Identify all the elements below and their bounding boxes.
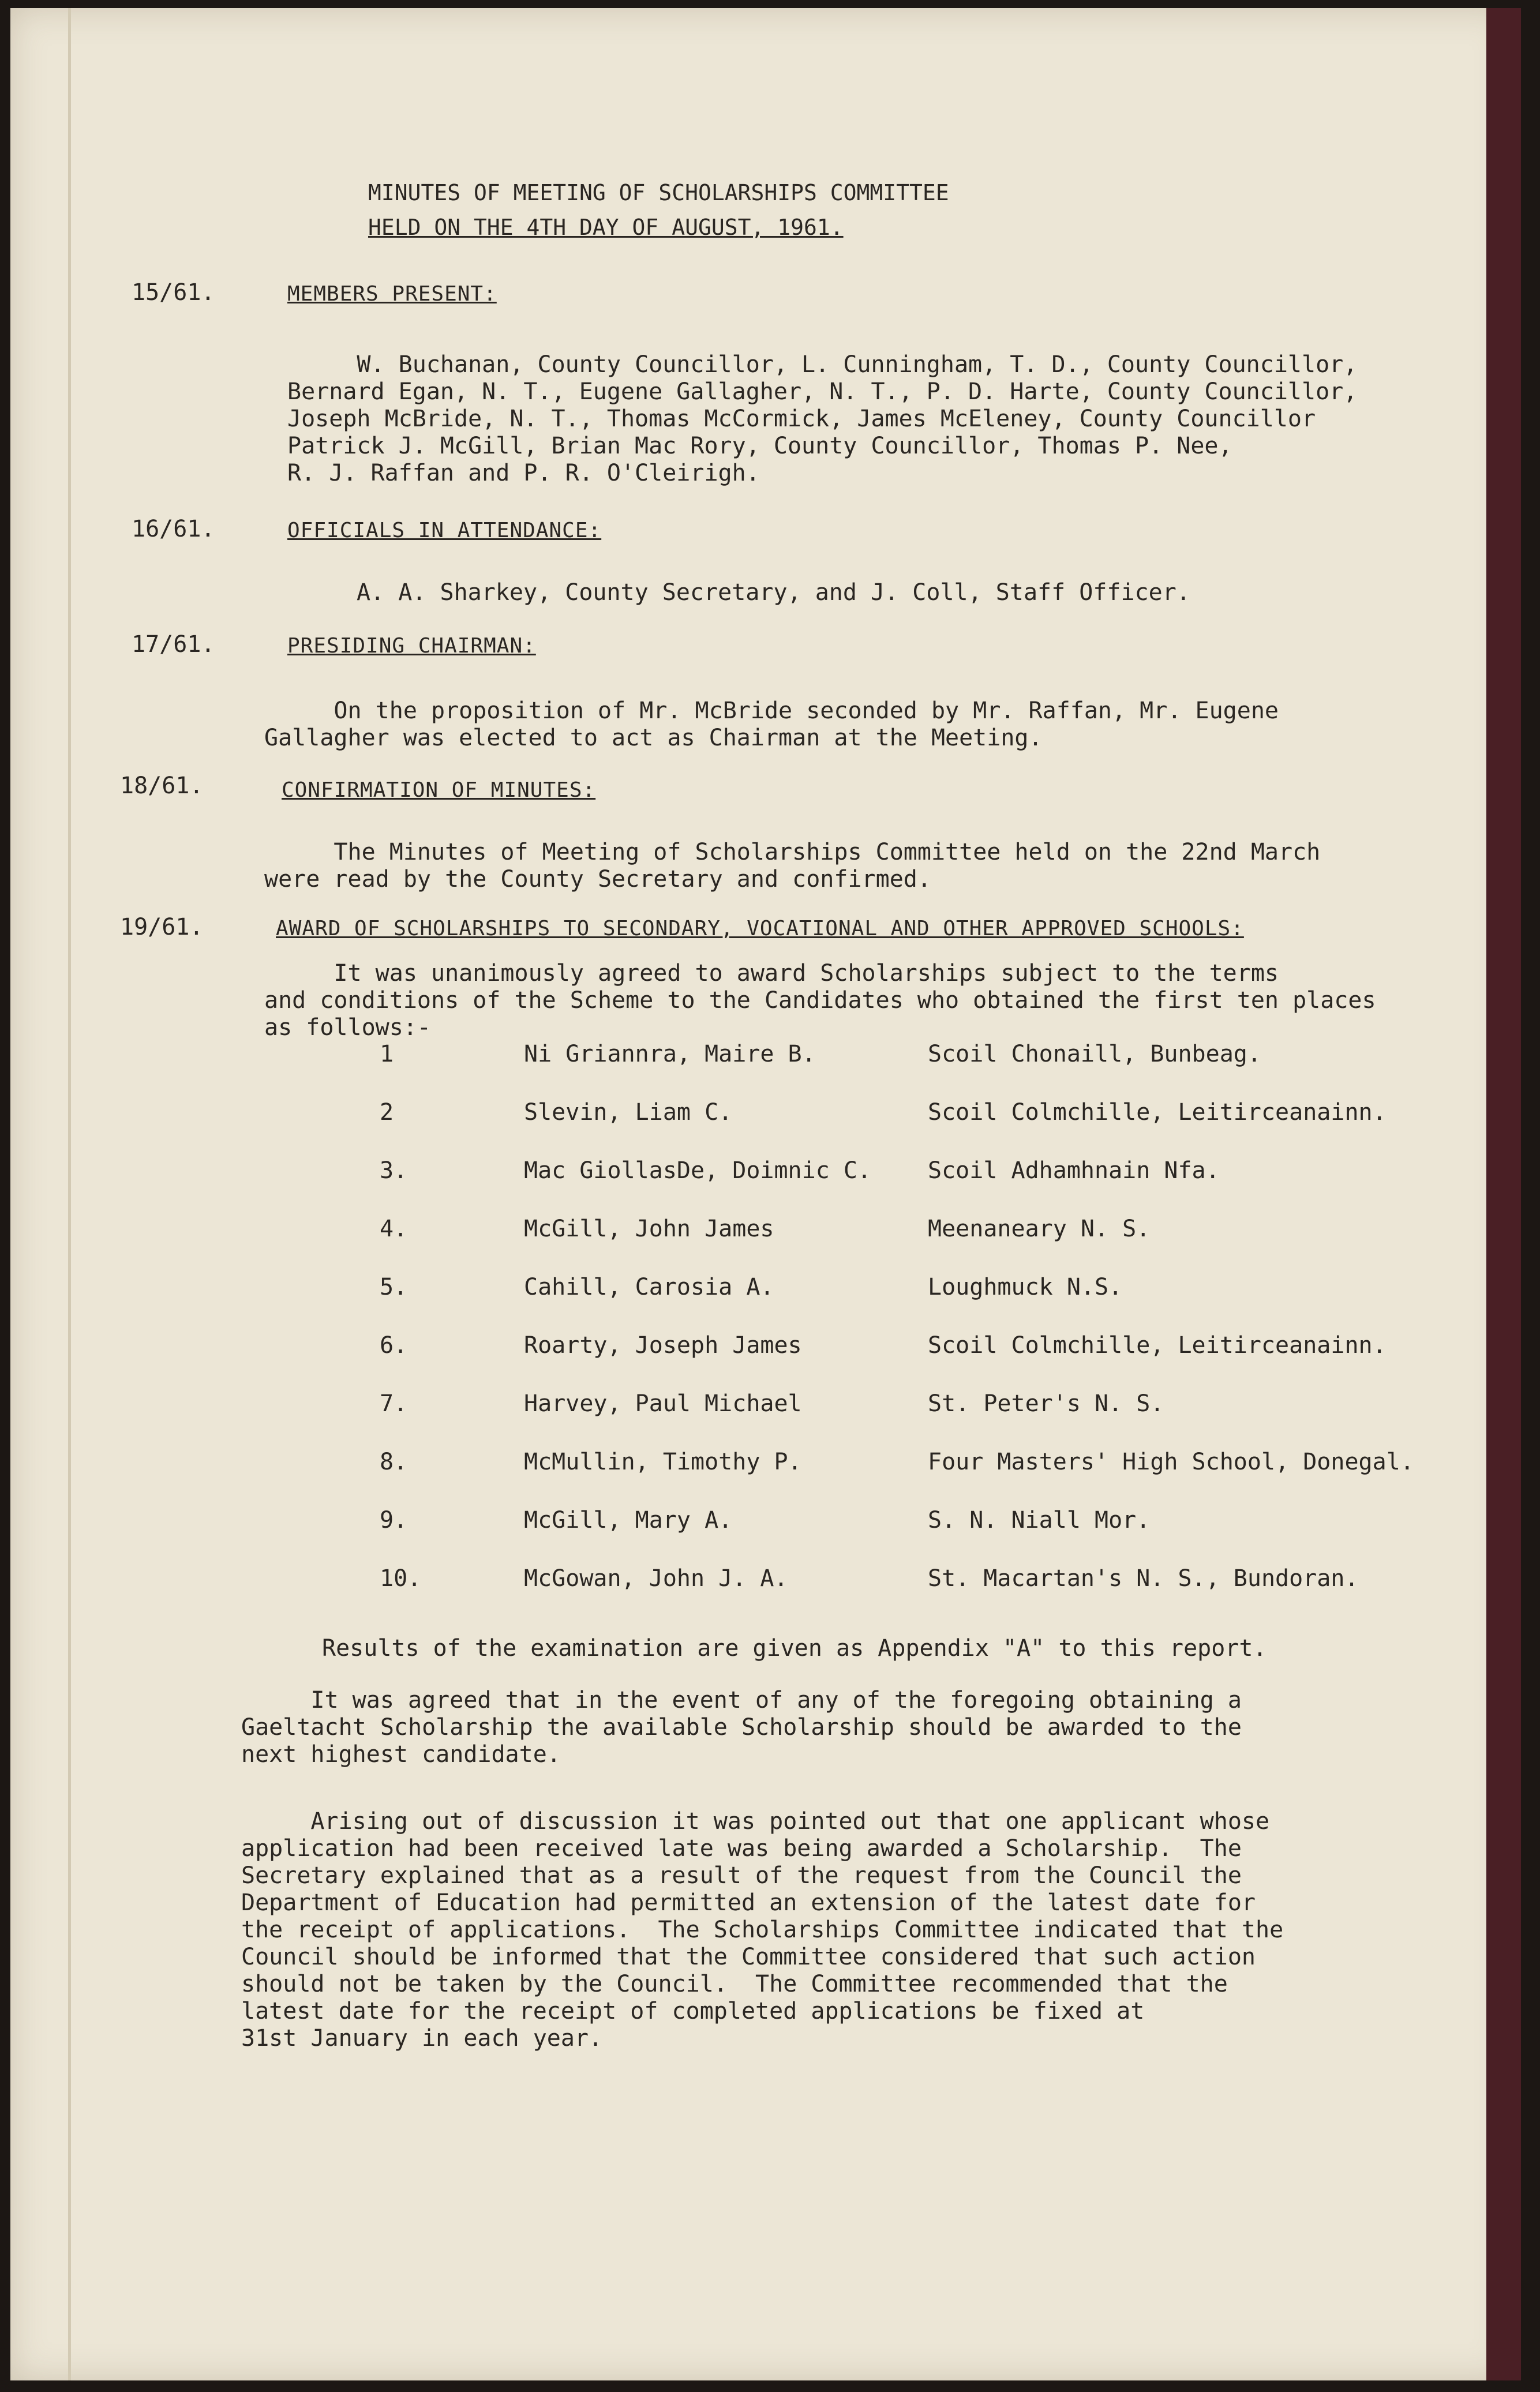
section-title: OFFICIALS IN ATTENDANCE: xyxy=(287,519,602,542)
school-name: Scoil Chonaill, Bunbeag. xyxy=(928,1041,1261,1067)
list-item xyxy=(345,1099,1441,1157)
results-text: Results of the examination are given as Appendix "A" to this report. xyxy=(322,1635,1267,1662)
gaeltacht-text: It was agreed that in the event of any of the foregoing obtaining a Gaeltacht Scholarship the available Scholarship should be awarded to the next highest candidate. xyxy=(241,1687,1242,1768)
list-item xyxy=(345,1449,1441,1507)
minute-number: 15/61. xyxy=(132,279,215,306)
minute-number: 16/61. xyxy=(132,516,215,542)
candidate-name: Slevin, Liam C. xyxy=(524,1099,733,1126)
officials-text: A. A. Sharkey, County Secretary, and J. Coll, Staff Officer. xyxy=(357,579,1190,606)
rank: 8. xyxy=(380,1449,408,1475)
minute-number: 18/61. xyxy=(120,773,204,799)
rank: 2 xyxy=(380,1099,394,1126)
school-name: S. N. Niall Mor. xyxy=(928,1507,1151,1534)
school-name: St. Peter's N. S. xyxy=(928,1390,1164,1417)
rank: 10. xyxy=(380,1565,422,1592)
list-item xyxy=(345,1332,1441,1390)
list-item xyxy=(345,1565,1441,1624)
school-name: Scoil Adhamhnain Nfa. xyxy=(928,1157,1220,1184)
list-item xyxy=(345,1216,1441,1274)
late-application-text: Arising out of discussion it was pointed out that one applicant whose application had been received late was being awarded a Scholarship. The Secretary explained that as a result of the request from the Council the Department of Education had permitted an extension of the latest date for the receipt of applications. The Scholarships Committee indicated that the Council should be informed that the Committee considered that such action should not be taken by the Council. The Committee recommended that the latest date for the receipt of completed applications be fixed at 31st January in each year. xyxy=(241,1808,1284,2052)
confirmation-text: The Minutes of Meeting of Scholarships Committee held on the 22nd March were read by the County Secretary and confirmed. xyxy=(264,839,1321,893)
binding-gutter xyxy=(68,8,71,2380)
candidate-name: McGowan, John J. A. xyxy=(524,1565,788,1592)
rank: 7. xyxy=(380,1390,408,1417)
list-item xyxy=(345,1507,1441,1565)
award-intro: It was unanimously agreed to award Scholarships subject to the terms and conditions of the Scheme to the Candidates who obtained the first ten places as follows:- xyxy=(264,960,1376,1041)
rank: 6. xyxy=(380,1332,408,1359)
section-title: AWARD OF SCHOLARSHIPS TO SECONDARY, VOCATIONAL AND OTHER APPROVED SCHOOLS: xyxy=(276,917,1244,940)
minute-number: 19/61. xyxy=(120,914,204,940)
members-list: W. Buchanan, County Councillor, L. Cunningham, T. D., County Councillor, Bernard Egan, N. T., Eugene Gallagher, N. T., P. D. Harte, County Councillor, Joseph McBride, N. T., Thomas McCormick, James McEleney, County Councillor Patrick J. McGill, Brian Mac Rory, County Councillor, Thomas P. Nee, R. J. Raffan and P. R. O'Cleirigh. xyxy=(287,351,1358,486)
candidate-name: McMullin, Timothy P. xyxy=(524,1449,802,1475)
list-item xyxy=(345,1274,1441,1332)
section-title: MEMBERS PRESENT: xyxy=(287,282,497,306)
school-name: Scoil Colmchille, Leitirceanainn. xyxy=(928,1332,1387,1359)
rank: 3. xyxy=(380,1157,408,1184)
school-name: Loughmuck N.S. xyxy=(928,1274,1123,1300)
title-line-2: HELD ON THE 4TH DAY OF AUGUST, 1961. xyxy=(368,215,844,240)
candidate-name: Mac GiollasDe, Doimnic C. xyxy=(524,1157,872,1184)
section-title: PRESIDING CHAIRMAN: xyxy=(287,634,536,658)
page-title xyxy=(368,175,1049,245)
title-line-1: MINUTES OF MEETING OF SCHOLARSHIPS COMMITTEE xyxy=(368,180,949,205)
list-item xyxy=(345,1390,1441,1449)
binder-edge xyxy=(1486,8,1521,2380)
candidate-name: Ni Griannra, Maire B. xyxy=(524,1041,816,1067)
list-item xyxy=(345,1157,1441,1216)
rank: 4. xyxy=(380,1216,408,1242)
minute-number: 17/61. xyxy=(132,631,215,658)
candidate-name: Cahill, Carosia A. xyxy=(524,1274,774,1300)
document-page xyxy=(10,8,1511,2380)
rank: 5. xyxy=(380,1274,408,1300)
school-name: Meenaneary N. S. xyxy=(928,1216,1151,1242)
list-item xyxy=(345,1041,1441,1099)
candidate-name: Harvey, Paul Michael xyxy=(524,1390,802,1417)
school-name: Scoil Colmchille, Leitirceanainn. xyxy=(928,1099,1387,1126)
rank: 1 xyxy=(380,1041,394,1067)
candidate-name: Roarty, Joseph James xyxy=(524,1332,802,1359)
scholarship-list xyxy=(345,1041,1441,1624)
candidate-name: McGill, Mary A. xyxy=(524,1507,733,1534)
rank: 9. xyxy=(380,1507,408,1534)
candidate-name: McGill, John James xyxy=(524,1216,774,1242)
school-name: St. Macartan's N. S., Bundoran. xyxy=(928,1565,1359,1592)
chairman-text: On the proposition of Mr. McBride seconded by Mr. Raffan, Mr. Eugene Gallagher was elected to act as Chairman at the Meeting. xyxy=(264,698,1279,751)
school-name: Four Masters' High School, Donegal. xyxy=(928,1449,1414,1475)
section-title: CONFIRMATION OF MINUTES: xyxy=(282,778,596,802)
